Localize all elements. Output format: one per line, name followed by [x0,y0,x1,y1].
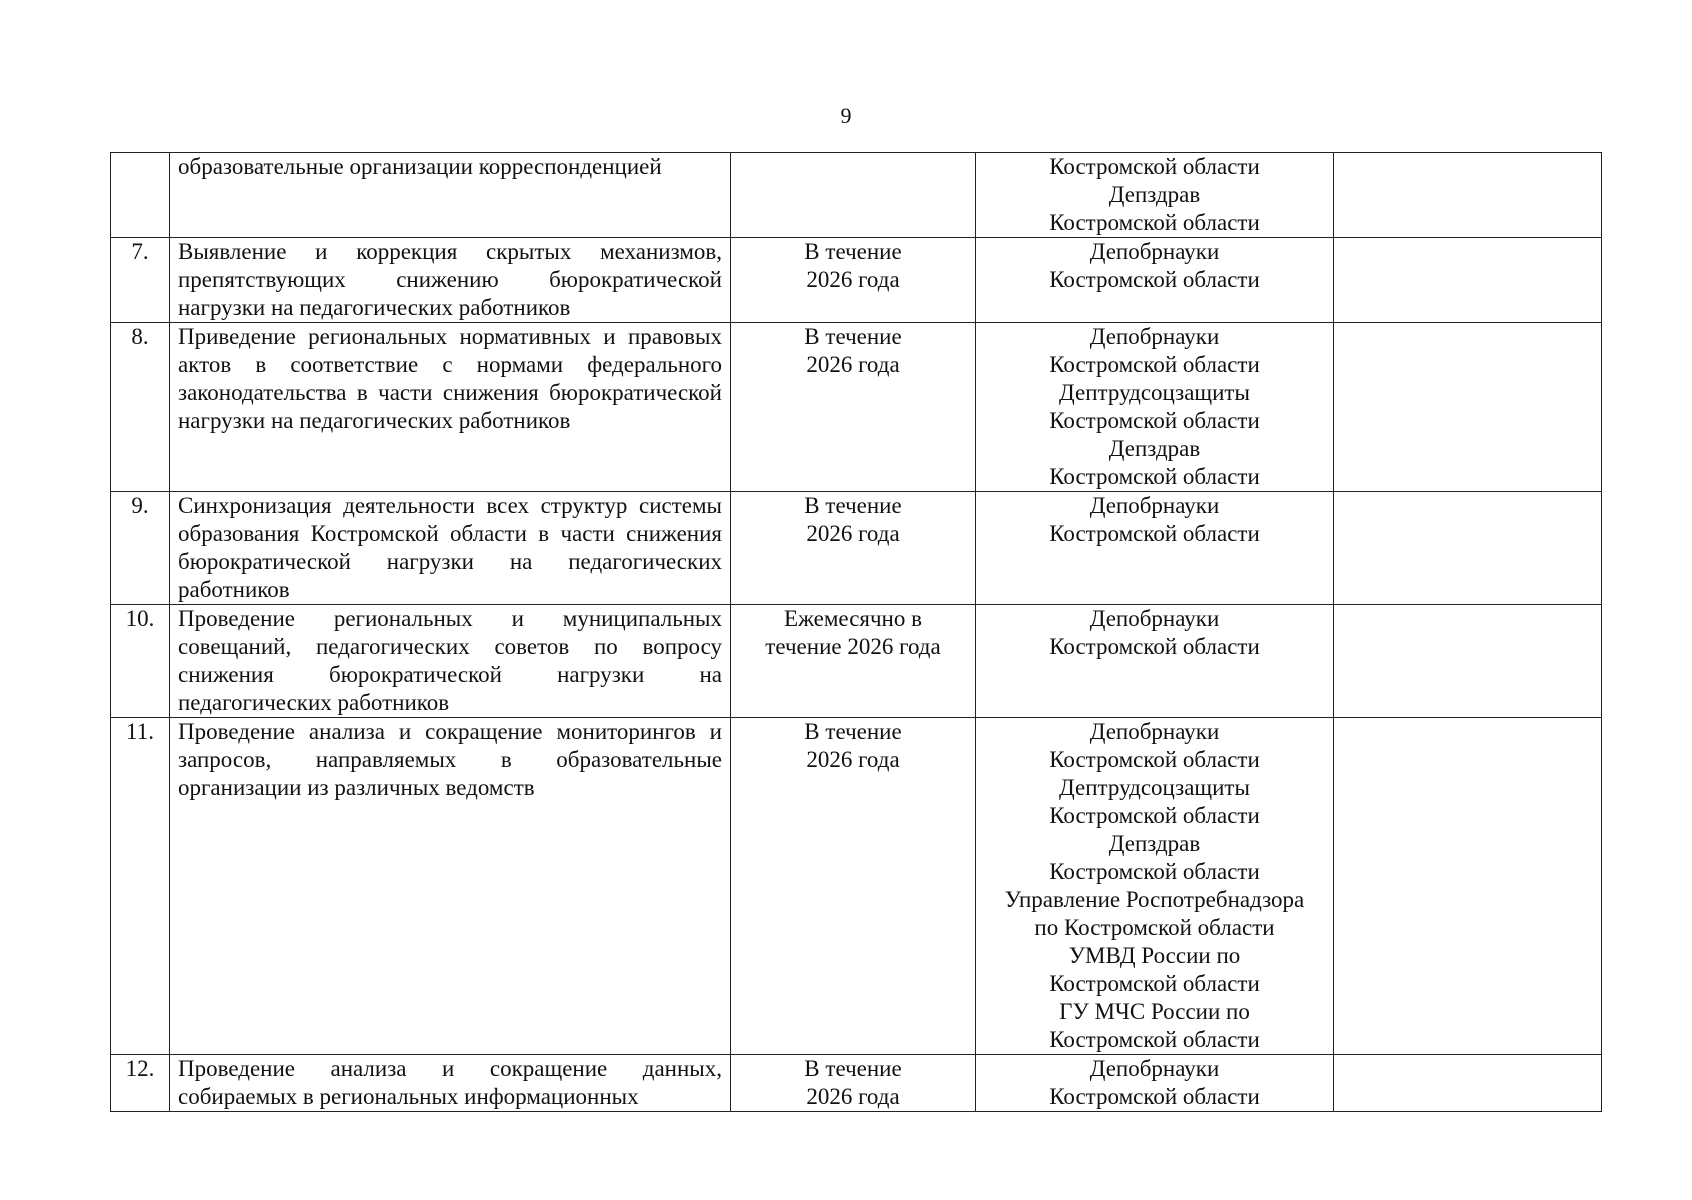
responsible-line: Костромской области [1049,154,1260,179]
responsible-line: Костромской области [1049,464,1260,489]
table-row [111,153,1602,238]
responsible-line: Дептрудсоцзащиты [1059,775,1250,800]
responsible-cell [976,718,1334,1055]
responsible-cell [976,323,1334,492]
deadline-line: Ежемесячно в [784,606,922,631]
responsible-line: УМВД России по [1068,943,1241,968]
responsible-line: Костромской области [1049,859,1260,884]
table-row [111,323,1602,492]
deadline-line: В течение [804,324,902,349]
event-description: Синхронизация деятельности всех структур системы образования Костромской области в части снижения бюрократической нагрузки на педагогических работников [170,492,731,605]
responsible-line: Костромской области [1049,408,1260,433]
note-cell [1334,718,1602,1055]
table-row [111,605,1602,718]
deadline-line: В течение [804,239,902,264]
row-number: 10. [111,605,170,718]
note-cell [1334,323,1602,492]
responsible-line: Управление Роспотребнадзора [1004,887,1305,912]
deadline-line: В течение [804,1056,902,1081]
row-number: 8. [111,323,170,492]
responsible-line: Депобрнауки [1089,1056,1220,1081]
note-cell [1334,492,1602,605]
responsible-line: Костромской области [1049,521,1260,546]
responsible-line: по Костромской области [1034,915,1275,940]
responsible-cell [976,492,1334,605]
event-description: Приведение региональных нормативных и правовых актов в соответствие с нормами федерального законодательства в части снижения бюрократической нагрузки на педагогических работников [170,323,731,492]
responsible-line: Костромской области [1049,634,1260,659]
responsible-line: Депобрнауки [1089,239,1220,264]
deadline-line: 2026 года [806,521,900,546]
responsible-line: Костромской области [1049,1084,1260,1109]
deadline-line: 2026 года [806,267,900,292]
responsible-line: ГУ МЧС России по [1059,999,1250,1024]
deadline-line: В течение [804,719,902,744]
deadline-cell [731,323,976,492]
deadline-line: 2026 года [806,1084,900,1109]
event-description: образовательные организации корреспонденцией [170,153,731,238]
page-number: 9 [840,103,852,128]
table-row [111,1055,1602,1112]
note-cell [1334,605,1602,718]
responsible-line: Костромской области [1049,267,1260,292]
deadline-line: течение 2026 года [765,634,941,659]
responsible-line: Костромской области [1049,210,1260,235]
responsible-line: Костромской области [1049,352,1260,377]
deadline-cell [731,605,976,718]
deadline-line: 2026 года [806,747,900,772]
responsible-line: Костромской области [1049,971,1260,996]
responsible-cell [976,238,1334,323]
row-number [111,153,170,238]
responsible-line: Костромской области [1049,1027,1260,1052]
deadline-cell [731,238,976,323]
event-description: Проведение анализа и сокращение данных, собираемых в региональных информационных [170,1055,731,1112]
deadline-line: В течение [804,493,902,518]
note-cell [1334,238,1602,323]
responsible-line: Костромской области [1049,747,1260,772]
event-description: Проведение региональных и муниципальных совещаний, педагогических советов по вопросу снижения бюрократической нагрузки на педагогических работников [170,605,731,718]
deadline-line: 2026 года [806,352,900,377]
responsible-line: Депздрав [1108,436,1201,461]
table-row [111,718,1602,1055]
deadline-cell [731,492,976,605]
row-number: 7. [111,238,170,323]
event-description: Выявление и коррекция скрытых механизмов, препятствующих снижению бюрократической нагрузки на педагогических работников [170,238,731,323]
deadline-cell [731,153,976,238]
table-row [111,492,1602,605]
responsible-line: Дептрудсоцзащиты [1059,380,1250,405]
responsible-line: Депобрнауки [1089,606,1220,631]
responsible-line: Депздрав [1108,182,1201,207]
responsible-cell [976,1055,1334,1112]
note-cell [1334,1055,1602,1112]
responsible-line: Депобрнауки [1089,324,1220,349]
deadline-cell [731,718,976,1055]
row-number: 11. [111,718,170,1055]
row-number: 12. [111,1055,170,1112]
responsible-line: Депобрнауки [1089,493,1220,518]
deadline-cell [731,1055,976,1112]
responsible-line: Депобрнауки [1089,719,1220,744]
responsible-line: Костромской области [1049,803,1260,828]
responsible-cell [976,153,1334,238]
note-cell [1334,153,1602,238]
responsible-line: Депздрав [1108,831,1201,856]
table-row [111,238,1602,323]
action-plan-table [110,152,1602,1112]
event-description: Проведение анализа и сокращение мониторингов и запросов, направляемых в образовательные организации из различных ведомств [170,718,731,1055]
row-number: 9. [111,492,170,605]
responsible-cell [976,605,1334,718]
